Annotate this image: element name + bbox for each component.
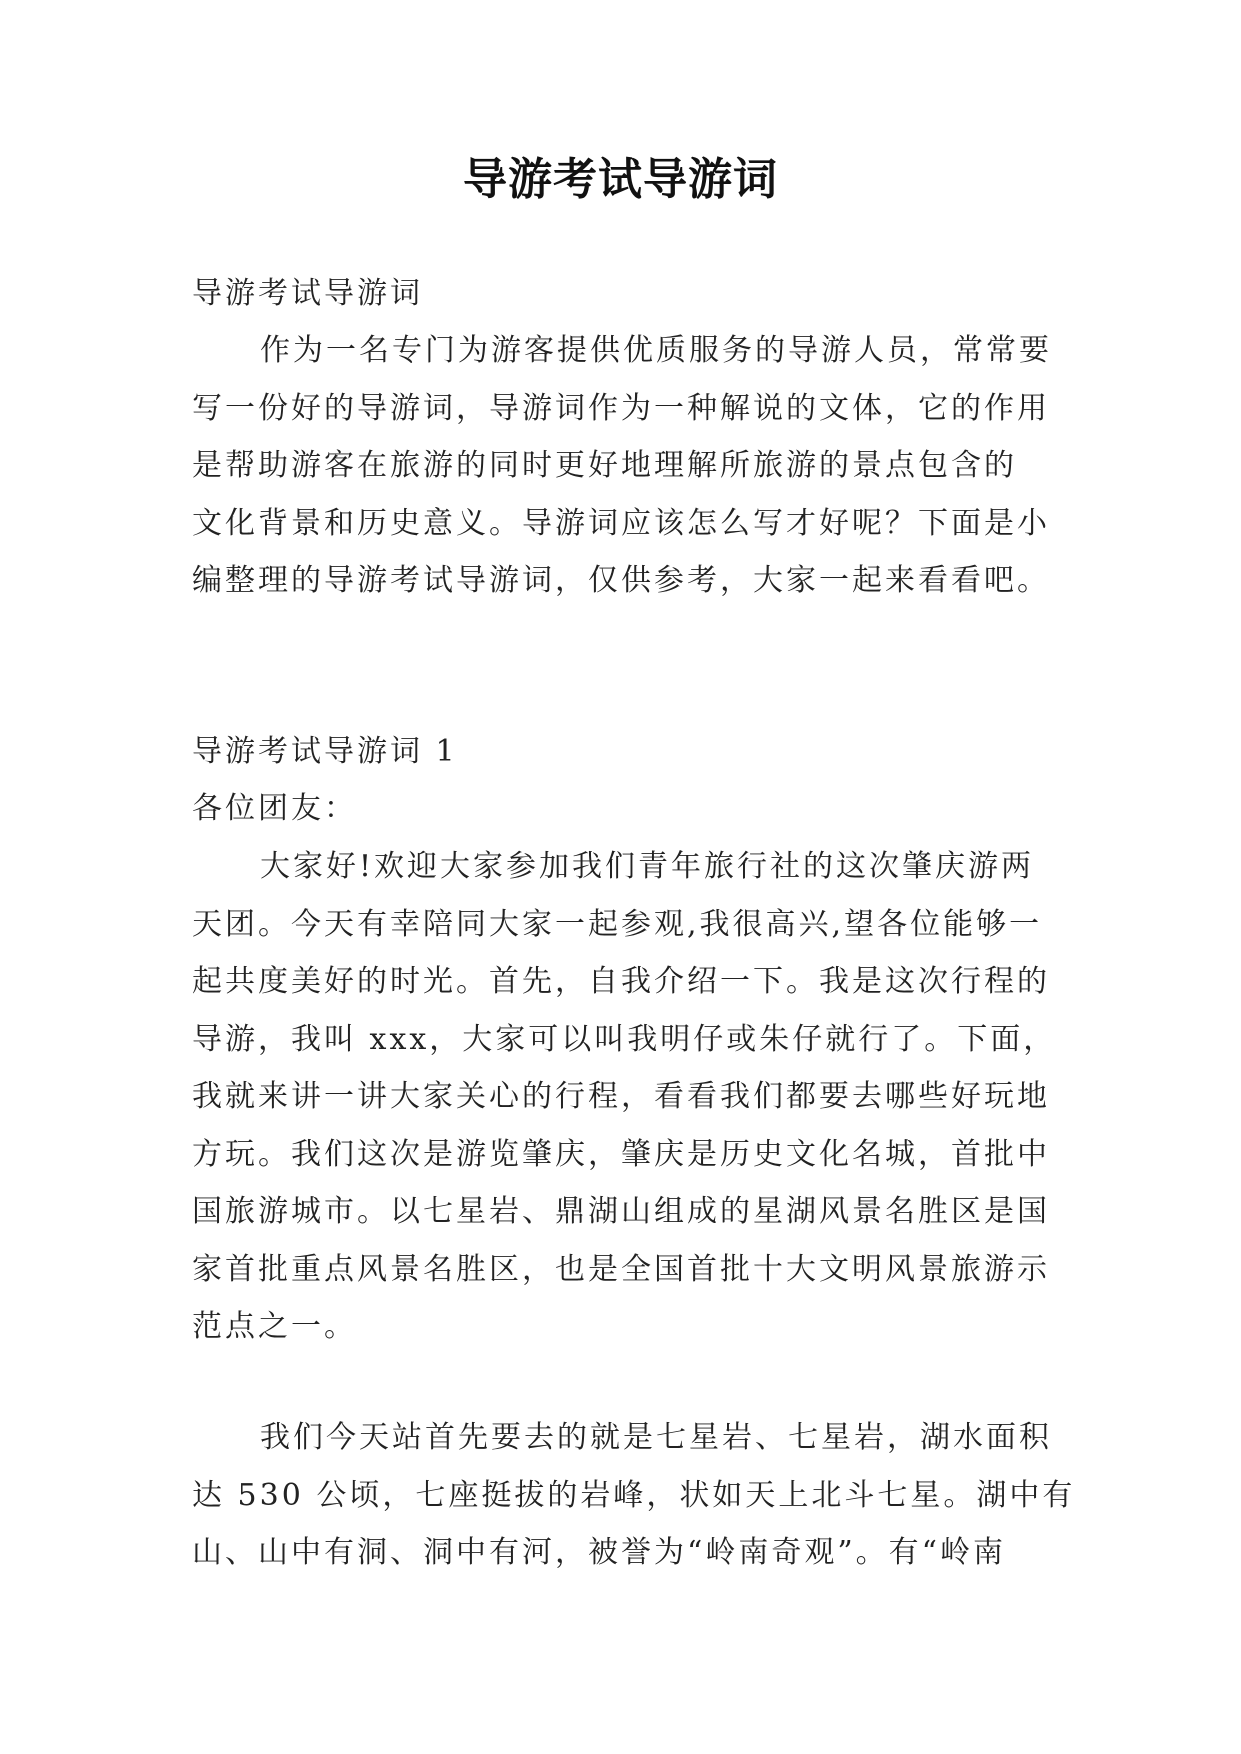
p1-line-3: 起共度美好的时光。首先，自我介绍一下。我是这次行程的 [192,964,1050,999]
intro-line-5: 编整理的导游考试导游词，仅供参考，大家一起来看看吧。 [192,563,1050,598]
p2-line-1: 我们今天站首先要去的就是七星岩、七星岩，湖水面积 [260,1420,1052,1455]
p2-line-2: 达 530 公顷，七座挺拔的岩峰，状如天上北斗七星。湖中有 [192,1477,1076,1513]
p1-line-6: 方玩。我们这次是游览肇庆，肇庆是历史文化名城，首批中 [192,1136,1050,1172]
paragraph-1 [192,838,1072,1356]
intro-line-2: 写一份好的导游词，导游词作为一种解说的文体，它的作用 [192,390,1050,426]
section1-heading: 导游考试导游词 1 [192,734,458,769]
p1-line-9: 范点之一。 [192,1309,357,1344]
intro-paragraph [192,322,1072,610]
p1-line-5: 我就来讲一讲大家关心的行程，看看我们都要去哪些好玩地 [192,1079,1050,1114]
intro-line-3: 是帮助游客在旅游的同时更好地理解所旅游的景点包含的 [192,448,1017,483]
p1-line-7: 国旅游城市。以七星岩、鼎湖山组成的星湖风景名胜区是国 [192,1194,1050,1229]
intro-line-4: 文化背景和历史意义。导游词应该怎么写才好呢？下面是小 [192,505,1050,541]
p1-line-1: 大家好!欢迎大家参加我们青年旅行社的这次肇庆游两 [260,849,1035,884]
p1-line-2: 天团。今天有幸陪同大家一起参观,我很高兴,望各位能够一 [192,906,1043,942]
p1-line-8: 家首批重点风景名胜区，也是全国首批十大文明风景旅游示 [192,1251,1050,1287]
p2-line-3: 山、山中有洞、洞中有河，被誉为“岭南奇观”。有“岭南 [192,1535,1007,1570]
intro-line-1: 作为一名专门为游客提供优质服务的导游人员，常常要 [260,333,1052,368]
greeting: 各位团友： [192,791,357,826]
document-title: 导游考试导游词 [463,154,778,205]
intro-heading: 导游考试导游词 [192,276,423,311]
paragraph-2 [192,1409,1076,1582]
p1-line-4: 导游，我叫 xxx，大家可以叫我明仔或朱仔就行了。下面， [192,1021,1057,1057]
